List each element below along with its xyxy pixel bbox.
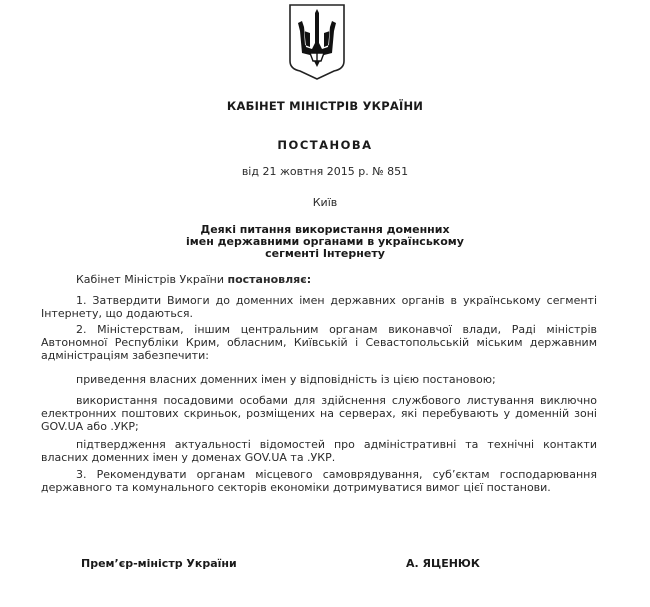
title-line: Деякі питання використання доменних [200, 223, 450, 236]
city: Київ [312, 196, 338, 209]
paragraph-2-item-b: використання посадовими особами для здійснення службового листування виключно електронних поштових скриньок, розміщених на серверах, які перебувають у доменній зоні GOV.UA або .УКР; [41, 394, 597, 433]
document-type: ПОСТАНОВА [277, 138, 373, 152]
issuing-authority: КАБІНЕТ МІНІСТРІВ УКРАЇНИ [226, 99, 424, 113]
paragraph-2: 2. Міністерствам, іншим центральним органам виконавчої влади, Раді міністрів Автономної Республіки Крим, обласним, Київській і Севастопольській міським державним адміністраціям забезпечити: [41, 323, 597, 362]
signatory-name: А. ЯЦЕНЮК [406, 557, 480, 570]
intro-decision: постановляє: [227, 273, 312, 286]
intro-paragraph [41, 273, 311, 286]
signatory-position: Прем’єр-міністр України [81, 557, 237, 570]
intro-text: Кабінет Міністрів України [76, 273, 228, 286]
title-line: імен державними органами в українському [186, 235, 464, 248]
paragraph-2-item-c: підтвердження актуальності відомостей про адміністративні та технічні контакти власних доменних імен у доменах GOV.UA та .УКР. [41, 438, 597, 464]
paragraph-1: 1. Затвердити Вимоги до доменних імен державних органів в українському сегменті Інтернету, що додаються. [41, 294, 597, 320]
title-line: сегменті Інтернету [265, 247, 385, 260]
document-title [175, 224, 475, 260]
date-and-number: від 21 жовтня 2015 р. № 851 [241, 165, 409, 178]
paragraph-2-item-a: приведення власних доменних імен у відповідність із цією постановою; [76, 373, 496, 386]
paragraph-3: 3. Рекомендувати органам місцевого самоврядування, суб’єктам господарювання державного та комунального секторів економіки дотримуватися вимог цієї постанови. [41, 468, 597, 494]
ukraine-coat-of-arms-icon [288, 3, 346, 81]
